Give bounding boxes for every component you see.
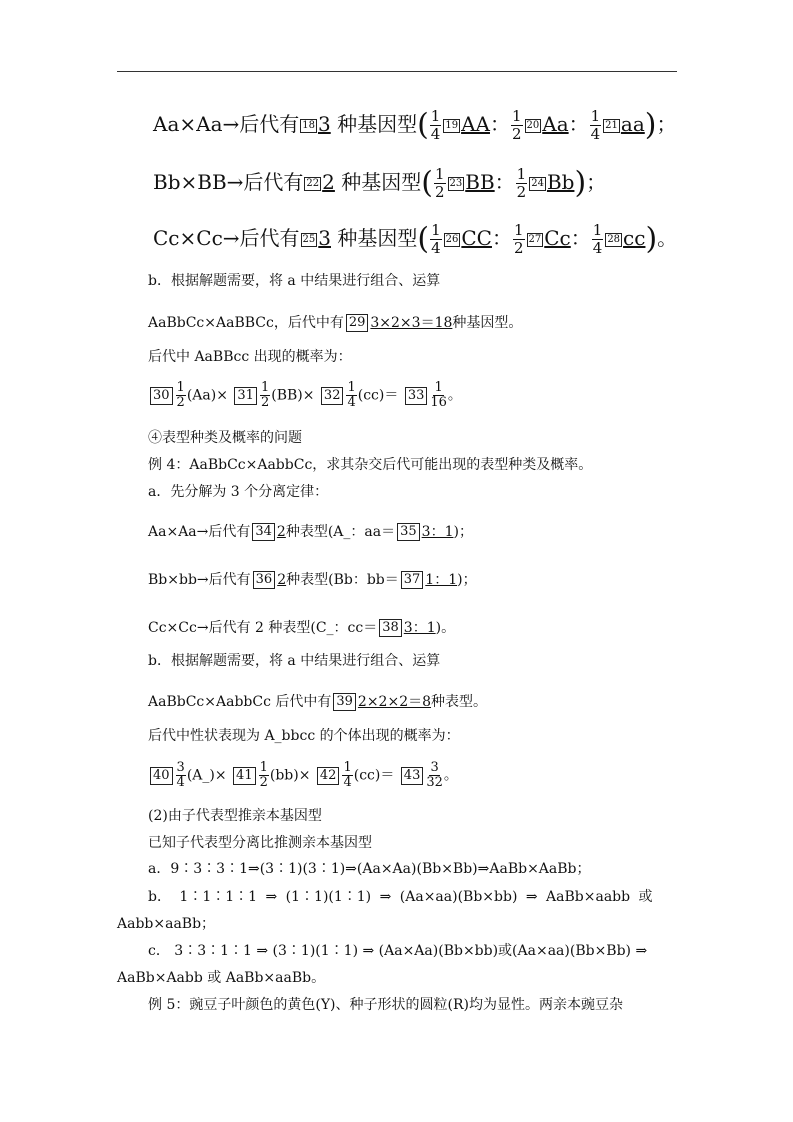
- fraction: $\frac{1}{4}$: [590, 107, 601, 143]
- paren-close: ): [644, 107, 657, 143]
- line-bb-phenotypes: Bb×bb→后代有 36 2种表型(Bb：bb＝ 37 1：1)；: [148, 572, 477, 588]
- answer-number: 19: [445, 119, 459, 131]
- text: Cc×Cc→后代有: [153, 226, 300, 250]
- answer-number: 20: [526, 119, 540, 131]
- answer-number: 28: [607, 233, 621, 245]
- fraction: $\frac{1}{4}$: [430, 107, 441, 143]
- answer-number: 38: [379, 619, 402, 637]
- fraction: $\frac{1}{2}$: [513, 221, 524, 257]
- answer-number: 35: [397, 523, 420, 541]
- answer-number: 32: [321, 387, 344, 405]
- answer: 2: [276, 524, 286, 540]
- paren-open: (: [417, 221, 430, 257]
- answer: cc: [623, 226, 646, 250]
- answer-number: 24: [531, 177, 544, 189]
- answer-number: 23: [449, 177, 463, 189]
- answer: 3：1: [421, 524, 454, 540]
- fraction: $\frac{1}{2}$: [434, 165, 445, 201]
- answer: 3：1: [403, 620, 436, 636]
- step-b-2: b．根据解题需要，将 a 中结果进行组合、运算: [148, 653, 441, 669]
- fraction: $\frac{1}{2}$: [511, 107, 522, 143]
- answer-number: 40: [150, 767, 173, 785]
- answer-number: 41: [233, 767, 256, 785]
- answer-number: 21: [605, 119, 618, 131]
- answer: 2: [277, 572, 287, 588]
- paren-open: (: [421, 165, 433, 201]
- answer-number: 34: [252, 523, 275, 541]
- example-4: 例 4：AaBbCc×AabbCc，求其杂交后代可能出现的表型种类及概率。: [148, 457, 593, 473]
- line-phenotype-probability: 40 $\frac{3}{4}$ (A_)× 41 $\frac{1}{2}$ (bb)× 42 $\frac{1}{4}$ (cc)＝ 43 $\frac{3}{32}$ 。: [148, 761, 458, 790]
- answer-number: 18: [302, 119, 315, 131]
- fraction: $\frac{1}{2}$: [516, 165, 527, 201]
- answer: 3: [317, 112, 331, 136]
- ratio-b-2: Aabb×aaBb；: [117, 916, 216, 932]
- answer: Bb: [546, 170, 575, 194]
- answer-number: 29: [346, 314, 369, 332]
- ratio-a: a．9∶3∶3∶1⇒(3∶1)(3∶1)⇒(Aa×Aa)(Bb×Bb)⇒AaBb×AaBb；: [148, 861, 591, 877]
- step-b-1: b．根据解题需要，将 a 中结果进行组合、运算: [148, 273, 441, 289]
- paren-close: ): [645, 221, 658, 257]
- ratio-c-2: AaBb×Aabb 或 AaBb×aaBb。: [117, 970, 326, 986]
- line-aa-phenotypes: Aa×Aa→后代有 34 2种表型(A_：aa＝ 35 3：1)；: [148, 524, 473, 540]
- answer: aa: [620, 112, 645, 136]
- answer-number: 42: [317, 767, 340, 785]
- ratio-b-1: b． 1∶1∶1∶1 ⇒ (1∶1)(1∶1) ⇒ (Aa×aa)(Bb×bb) ⇒ AaBb×aabb 或: [148, 889, 653, 905]
- step-a: a．先分解为 3 个分离定律：: [148, 484, 329, 500]
- answer-number: 31: [234, 387, 257, 405]
- answer: 2×2×2＝8: [357, 694, 432, 710]
- paragraph-intro: 已知子代表型分离比推测亲本基因型: [148, 835, 372, 851]
- text: 种基因型: [337, 226, 418, 250]
- answer: 2: [322, 170, 335, 194]
- answer: 1：1: [425, 572, 458, 588]
- answer: 3: [318, 226, 331, 250]
- answer-number: 26: [445, 233, 459, 245]
- text: 种基因型: [337, 112, 418, 136]
- answer-number: 43: [401, 767, 424, 785]
- answer-number: 30: [150, 387, 173, 405]
- paren-open: (: [417, 107, 429, 143]
- text: Bb×BB→后代有: [153, 170, 304, 194]
- phenotype-probability-intro: 后代中性状表现为 A_bbcc 的个体出现的概率为：: [148, 728, 460, 744]
- answer-number: 36: [253, 571, 276, 589]
- answer-number: 22: [306, 177, 320, 189]
- fraction: $\frac{1}{4}$: [431, 221, 441, 257]
- answer-number: 27: [528, 233, 542, 245]
- answer-number: 25: [302, 233, 316, 245]
- answer: CC: [461, 226, 492, 250]
- fraction: $\frac{1}{4}$: [592, 221, 603, 257]
- text: 种基因型: [341, 170, 422, 194]
- line-cc-phenotypes: Cc×Cc→后代有 2 种表型(C_：cc＝ 38 3：1)。: [148, 620, 456, 636]
- answer: BB: [465, 170, 495, 194]
- answer: Aa: [542, 112, 569, 136]
- answer-number: 39: [333, 693, 356, 711]
- section-heading-4: ④表型种类及概率的问题: [148, 430, 302, 446]
- line-aa-genotypes: Aa×Aa→后代有 18 3 种基因型( $\frac{1}{4}$ 19 AA： $\frac{1}{2}$ 20 Aa： $\frac{1}{4}$ 21 aa)；: [153, 107, 677, 143]
- answer: AA: [461, 112, 490, 136]
- header-rule: [117, 71, 677, 72]
- answer: Cc: [544, 226, 571, 250]
- probability-intro: 后代中 AaBBcc 出现的概率为：: [148, 349, 352, 365]
- section-heading-2: (2)由子代表型推亲本基因型: [148, 808, 322, 824]
- line-phenotype-count: AaBbCc×AabbCc 后代中有 39 2×2×2＝8种表型。: [148, 694, 488, 710]
- line-bb-genotypes: Bb×BB→后代有 22 2 种基因型( $\frac{1}{2}$ 23 BB： $\frac{1}{2}$ 24 Bb)；: [153, 165, 607, 201]
- line-probability-calc: 30 $\frac{1}{2}$ (Aa)× 31 $\frac{1}{2}$ (BB)× 32 $\frac{1}{4}$ (cc)＝ 33 $\frac{1}{16}$ 。: [148, 381, 462, 410]
- answer-number: 37: [401, 571, 424, 589]
- line-cc-genotypes: Cc×Cc→后代有 25 3 种基因型( $\frac{1}{4}$ 26 CC： $\frac{1}{2}$ 27 Cc： $\frac{1}{4}$ 28 cc)。: [153, 221, 678, 257]
- example-5: 例 5：豌豆子叶颜色的黄色(Y)、种子形状的圆粒(R)均为显性。两亲本豌豆杂: [148, 997, 623, 1013]
- ratio-c-1: c． 3∶3∶1∶1 ⇒ (3∶1)(1∶1) ⇒ (Aa×Aa)(Bb×bb)或(Aa×aa)(Bb×Bb) ⇒: [148, 943, 648, 959]
- answer-number: 33: [405, 387, 428, 405]
- paren-close: ): [574, 165, 587, 201]
- answer: 3×2×3＝18: [370, 315, 453, 331]
- text: Aa×Aa→后代有: [153, 112, 300, 136]
- line-genotype-count: AaBbCc×AaBBCc，后代中有 29 3×2×3＝18种基因型。: [148, 315, 523, 331]
